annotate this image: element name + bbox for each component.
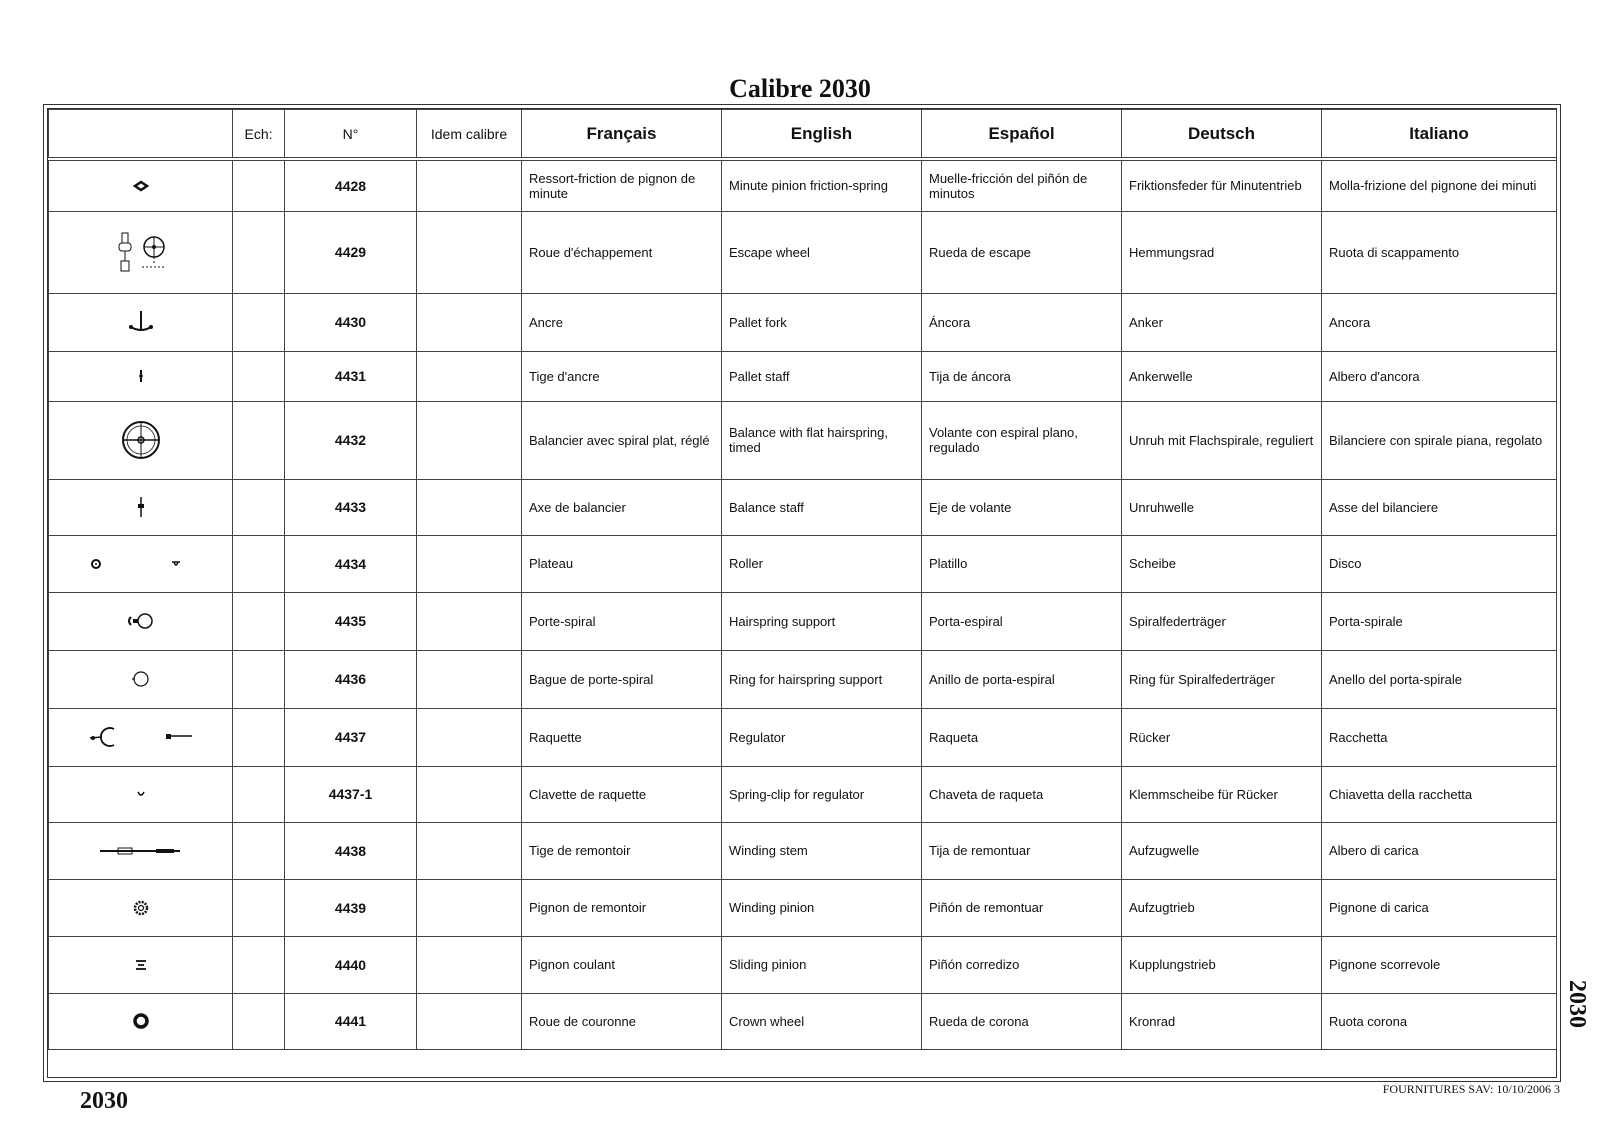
part-number: 4441 xyxy=(285,993,417,1049)
regulator-icon xyxy=(86,728,196,743)
name-francais: Roue de couronne xyxy=(522,993,722,1049)
scale-cell xyxy=(233,822,285,879)
part-number: 4439 xyxy=(285,879,417,936)
name-english: Minute pinion friction-spring xyxy=(722,159,922,211)
page-title: Calibre 2030 xyxy=(729,74,871,103)
part-image-cell xyxy=(49,936,233,993)
name-english: Regulator xyxy=(722,708,922,766)
header-italiano: Italiano xyxy=(1322,110,1557,160)
name-espanol: Rueda de corona xyxy=(922,993,1122,1049)
name-deutsch: Scheibe xyxy=(1122,535,1322,592)
name-italiano: Racchetta xyxy=(1322,708,1557,766)
idem-cell xyxy=(417,650,522,708)
balance-wheel-icon xyxy=(116,431,166,446)
name-deutsch: Hemmungsrad xyxy=(1122,211,1322,293)
idem-cell xyxy=(417,879,522,936)
hairspring-support-icon xyxy=(121,612,161,627)
idem-cell xyxy=(417,351,522,401)
name-english: Spring-clip for regulator xyxy=(722,766,922,822)
part-image-cell xyxy=(49,879,233,936)
name-deutsch: Rücker xyxy=(1122,708,1322,766)
name-deutsch: Aufzugwelle xyxy=(1122,822,1322,879)
name-italiano: Pignone scorrevole xyxy=(1322,936,1557,993)
name-francais: Pignon de remontoir xyxy=(522,879,722,936)
escape-wheel-icon xyxy=(106,243,176,258)
name-english: Pallet staff xyxy=(722,351,922,401)
name-deutsch: Unruhwelle xyxy=(1122,479,1322,535)
header-row xyxy=(49,110,1557,160)
header-idem: Idem calibre xyxy=(417,110,522,160)
idem-cell xyxy=(417,401,522,479)
table-row xyxy=(49,351,1557,401)
name-deutsch: Unruh mit Flachspirale, reguliert xyxy=(1122,401,1322,479)
name-italiano: Bilanciere con spirale piana, regolato xyxy=(1322,401,1557,479)
name-english: Roller xyxy=(722,535,922,592)
part-number: 4436 xyxy=(285,650,417,708)
part-number: 4438 xyxy=(285,822,417,879)
name-francais: Pignon coulant xyxy=(522,936,722,993)
idem-cell xyxy=(417,211,522,293)
page-number-left: 2030 xyxy=(80,1088,128,1114)
idem-cell xyxy=(417,993,522,1049)
part-image-cell xyxy=(49,650,233,708)
name-espanol: Piñón corredizo xyxy=(922,936,1122,993)
balance-staff-icon xyxy=(131,498,151,513)
name-italiano: Chiavetta della racchetta xyxy=(1322,766,1557,822)
scale-cell xyxy=(233,479,285,535)
name-italiano: Asse del bilanciere xyxy=(1322,479,1557,535)
table-row xyxy=(49,479,1557,535)
part-number: 4435 xyxy=(285,592,417,650)
idem-cell xyxy=(417,936,522,993)
name-espanol: Piñón de remontuar xyxy=(922,879,1122,936)
part-image-cell xyxy=(49,993,233,1049)
name-deutsch: Ring für Spiralfederträger xyxy=(1122,650,1322,708)
part-image-cell xyxy=(49,535,233,592)
name-francais: Plateau xyxy=(522,535,722,592)
pallet-staff-icon xyxy=(131,367,151,382)
part-image-cell xyxy=(49,293,233,351)
table-row xyxy=(49,879,1557,936)
name-italiano: Porta-spirale xyxy=(1322,592,1557,650)
name-espanol: Tija de áncora xyxy=(922,351,1122,401)
scale-cell xyxy=(233,351,285,401)
header-espanol: Español xyxy=(922,110,1122,160)
parts-table xyxy=(48,109,1557,1050)
part-number: 4437-1 xyxy=(285,766,417,822)
scale-cell xyxy=(233,401,285,479)
idem-cell xyxy=(417,766,522,822)
name-espanol: Muelle-fricción del piñón de minutos xyxy=(922,159,1122,211)
name-english: Escape wheel xyxy=(722,211,922,293)
table-row xyxy=(49,650,1557,708)
table-row xyxy=(49,535,1557,592)
name-espanol: Platillo xyxy=(922,535,1122,592)
table-row xyxy=(49,936,1557,993)
idem-cell xyxy=(417,822,522,879)
idem-cell xyxy=(417,592,522,650)
name-francais: Clavette de raquette xyxy=(522,766,722,822)
name-deutsch: Anker xyxy=(1122,293,1322,351)
name-english: Winding pinion xyxy=(722,879,922,936)
part-number: 4430 xyxy=(285,293,417,351)
idem-cell xyxy=(417,159,522,211)
name-italiano: Albero d'ancora xyxy=(1322,351,1557,401)
name-english: Balance staff xyxy=(722,479,922,535)
name-italiano: Molla-frizione del pignone dei minuti xyxy=(1322,159,1557,211)
part-image-cell xyxy=(49,479,233,535)
scale-cell xyxy=(233,993,285,1049)
part-image-cell xyxy=(49,401,233,479)
header-deutsch: Deutsch xyxy=(1122,110,1322,160)
name-deutsch: Spiralfederträger xyxy=(1122,592,1322,650)
idem-cell xyxy=(417,535,522,592)
scale-cell xyxy=(233,936,285,993)
name-francais: Raquette xyxy=(522,708,722,766)
name-francais: Axe de balancier xyxy=(522,479,722,535)
name-espanol: Áncora xyxy=(922,293,1122,351)
name-francais: Roue d'échappement xyxy=(522,211,722,293)
footer-text: FOURNITURES SAV: 10/10/2006 3 xyxy=(1382,1082,1560,1096)
winding-stem-icon xyxy=(96,843,186,858)
name-deutsch: Ankerwelle xyxy=(1122,351,1322,401)
header-francais: Français xyxy=(522,110,722,160)
name-deutsch: Aufzugtrieb xyxy=(1122,879,1322,936)
table-container xyxy=(47,108,1557,1078)
name-espanol: Rueda de escape xyxy=(922,211,1122,293)
name-francais: Ressort-friction de pignon de minute xyxy=(522,159,722,211)
name-english: Crown wheel xyxy=(722,993,922,1049)
name-italiano: Ruota corona xyxy=(1322,993,1557,1049)
table-row xyxy=(49,211,1557,293)
scale-cell xyxy=(233,211,285,293)
part-number: 4433 xyxy=(285,479,417,535)
table-row xyxy=(49,822,1557,879)
scale-cell xyxy=(233,159,285,211)
name-italiano: Anello del porta-spirale xyxy=(1322,650,1557,708)
page-number-right: 2030 xyxy=(1564,980,1590,1028)
part-number: 4431 xyxy=(285,351,417,401)
name-espanol: Raqueta xyxy=(922,708,1122,766)
scale-cell xyxy=(233,650,285,708)
sliding-pinion-icon xyxy=(131,956,151,971)
name-francais: Bague de porte-spiral xyxy=(522,650,722,708)
name-italiano: Ruota di scappamento xyxy=(1322,211,1557,293)
part-image-cell xyxy=(49,766,233,822)
part-number: 4434 xyxy=(285,535,417,592)
table-row xyxy=(49,592,1557,650)
table-body xyxy=(49,159,1557,1049)
scale-cell xyxy=(233,766,285,822)
table-row xyxy=(49,159,1557,211)
part-image-cell xyxy=(49,211,233,293)
name-espanol: Chaveta de raqueta xyxy=(922,766,1122,822)
part-number: 4429 xyxy=(285,211,417,293)
ring-icon xyxy=(126,670,156,685)
table-frame xyxy=(43,104,1561,1082)
scale-cell xyxy=(233,708,285,766)
name-francais: Tige de remontoir xyxy=(522,822,722,879)
name-italiano: Ancora xyxy=(1322,293,1557,351)
part-image-cell xyxy=(49,159,233,211)
crown-wheel-icon xyxy=(129,1012,153,1027)
idem-cell xyxy=(417,708,522,766)
name-espanol: Volante con espiral plano, regulado xyxy=(922,401,1122,479)
table-row xyxy=(49,766,1557,822)
table-row xyxy=(49,293,1557,351)
name-espanol: Tija de remontuar xyxy=(922,822,1122,879)
table-row xyxy=(49,708,1557,766)
scale-cell xyxy=(233,293,285,351)
part-number: 4428 xyxy=(285,159,417,211)
part-image-cell xyxy=(49,708,233,766)
name-english: Ring for hairspring support xyxy=(722,650,922,708)
idem-cell xyxy=(417,479,522,535)
scale-cell xyxy=(233,879,285,936)
friction-spring-icon xyxy=(121,177,161,192)
table-row xyxy=(49,993,1557,1049)
name-english: Sliding pinion xyxy=(722,936,922,993)
name-english: Balance with flat hairspring, timed xyxy=(722,401,922,479)
name-espanol: Eje de volante xyxy=(922,479,1122,535)
name-english: Pallet fork xyxy=(722,293,922,351)
name-italiano: Disco xyxy=(1322,535,1557,592)
part-number: 4437 xyxy=(285,708,417,766)
header-number: N° xyxy=(285,110,417,160)
part-image-cell xyxy=(49,351,233,401)
name-francais: Tige d'ancre xyxy=(522,351,722,401)
table-row xyxy=(49,401,1557,479)
name-espanol: Anillo de porta-espiral xyxy=(922,650,1122,708)
name-deutsch: Klemmscheibe für Rücker xyxy=(1122,766,1322,822)
part-image-cell xyxy=(49,592,233,650)
header-image xyxy=(49,110,233,160)
header-scale: Ech: xyxy=(233,110,285,160)
spring-clip-icon xyxy=(131,785,151,800)
part-number: 4432 xyxy=(285,401,417,479)
name-deutsch: Kronrad xyxy=(1122,993,1322,1049)
name-francais: Ancre xyxy=(522,293,722,351)
scale-cell xyxy=(233,535,285,592)
idem-cell xyxy=(417,293,522,351)
name-deutsch: Friktionsfeder für Minutentrieb xyxy=(1122,159,1322,211)
winding-pinion-icon xyxy=(129,899,153,914)
name-francais: Balancier avec spiral plat, réglé xyxy=(522,401,722,479)
roller-icon xyxy=(86,555,196,570)
name-italiano: Pignone di carica xyxy=(1322,879,1557,936)
name-italiano: Albero di carica xyxy=(1322,822,1557,879)
name-francais: Porte-spiral xyxy=(522,592,722,650)
part-image-cell xyxy=(49,822,233,879)
name-english: Hairspring support xyxy=(722,592,922,650)
pallet-fork-icon xyxy=(121,313,161,328)
name-espanol: Porta-espiral xyxy=(922,592,1122,650)
name-english: Winding stem xyxy=(722,822,922,879)
part-number: 4440 xyxy=(285,936,417,993)
header-english: English xyxy=(722,110,922,160)
name-deutsch: Kupplungstrieb xyxy=(1122,936,1322,993)
scale-cell xyxy=(233,592,285,650)
